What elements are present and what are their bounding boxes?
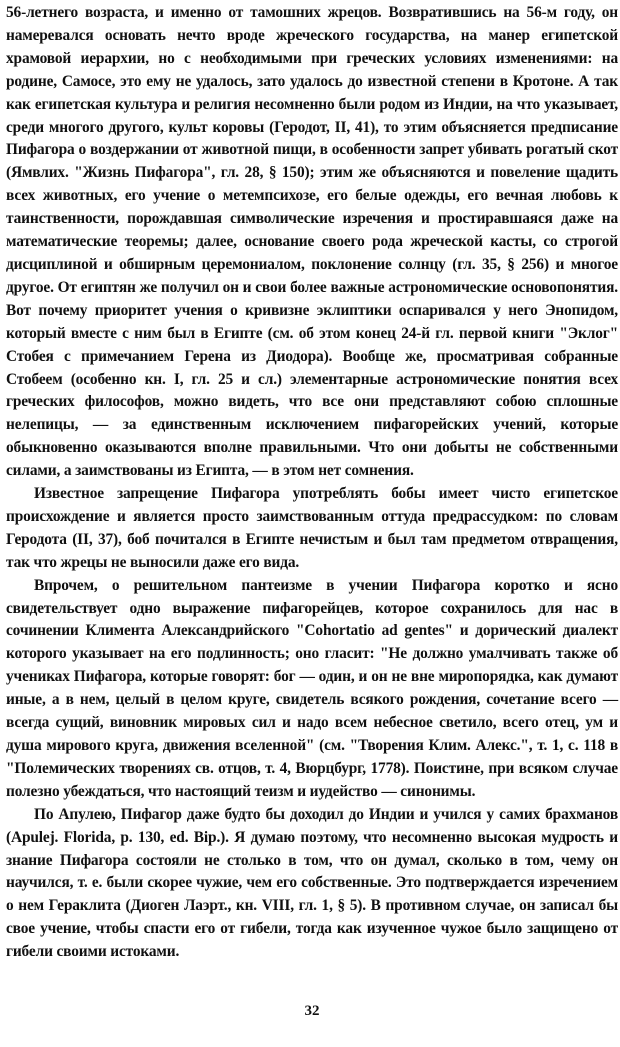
paragraph-2: Известное запрещение Пифагора употреблять бобы имеет чисто египетское происхождение и является просто заимствованным оттуда предрассудком: по словам Геродота (II, 37), боб почитался в Египте нечистым и был там предметом отвращения, так что жрецы не выносили даже его вида. (6, 485, 618, 571)
paragraph-3: Впрочем, о решительном пантеизме в учении Пифагора коротко и ясно свидетельствует одно выражение пифагорейцев, которое сохранилось для нас в сочинении Климента Александрийского "Cohortatio ad gentes" и дорический диалект которого указывает на его подлинность; оно гласит: "Не должно умалчивать также об учениках Пифагора, которые говорят: бог — один, и он не вне миропорядка, как думают иные, а в нем, целый в целом круге, свидетель всякого рождения, сочетание всего — всегда сущий, виновник мировых сил и надо всем небесное светило, всего отец, ум и душа мирового круга, движения вселенной" (см. "Творения Клим. Алекс.", т. 1, с. 118 в "Полемических творениях св. отцов, т. 4, Вюрцбург, 1778). Поистине, при всяком случае полезно убеждаться, что настоящий теизм и иудейство — синонимы. (6, 576, 618, 800)
paragraph-4: По Апулею, Пифагор даже будто бы доходил до Индии и учился у самих брахманов (Apulej. Florida, p. 130, ed. Bip.). Я думаю поэтому, что несомненно высокая мудрость и знание Пифагора состояли не столько в том, что он думал, сколько в том, чему он научился, т. е. были скорее чужие, чем его собственные. Это подтверждается изречением о нем Гераклита (Диоген Лаэрт., кн. VIII, гл. 1, § 5). В противном случае, он записал бы свое учение, чтобы спасти его от гибели, тогда как изученное чужое было защищено от гибели своими истоками. (6, 805, 618, 961)
paragraph-1: 56-летнего возраста, и именно от тамошних жрецов. Возвратившись на 56-м году, он намеревался основать нечто вроде жреческого государства, на манер египетской храмовой иерархии, но с необходимыми при греческих условиях изменениями: на родине, Самосе, это ему не удалось, зато удалось до известной степени в Кротоне. А так как египетская культура и религия несомненно были родом из Индии, на что указывает, среди многого другого, культ коровы (Геродот, II, 41), то этим объясняется предписание Пифагора о воздержании от животной пищи, в особенности запрет убивать рогатый скот (Ямвлих. "Жизнь Пифагора", гл. 28, § 150); этим же объясняются и повеление щадить всех животных, его учение о метемпсихозе, его белые одежды, его вечная любовь к таинственности, порождавшая символические изречения и простиравшаяся даже на математические теоремы; далее, основание своего рода жреческой касты, со строгой дисциплиной и обширным церемониалом, поклонение солнцу (гл. 35, § 256) и многое другое. От египтян же получил он и свои более важные астрономические основопонятия. Вот почему приоритет учения о кривизне эклиптики оспаривался у него Энопидом, который вместе с ним был в Египте (см. об этом конец 24-й гл. первой книги "Эклог" Стобея с примечанием Герена из Диодора). Вообще же, просматривая собранные Стобеем (особенно кн. I, гл. 25 и сл.) элементарные астрономические понятия всех греческих философов, можно видеть, что все они представляют собою сплошные нелепицы, — за единственным исключением пифагорейских учений, которые обыкновенно оказываются вполне правильными. Что они добыты не собственными силами, а заимствованы из Египта, — в этом нет сомнения. (6, 4, 618, 480)
page-number: 32 (304, 1003, 320, 1019)
body-text (6, 2, 618, 964)
book-page (6, 0, 618, 1047)
